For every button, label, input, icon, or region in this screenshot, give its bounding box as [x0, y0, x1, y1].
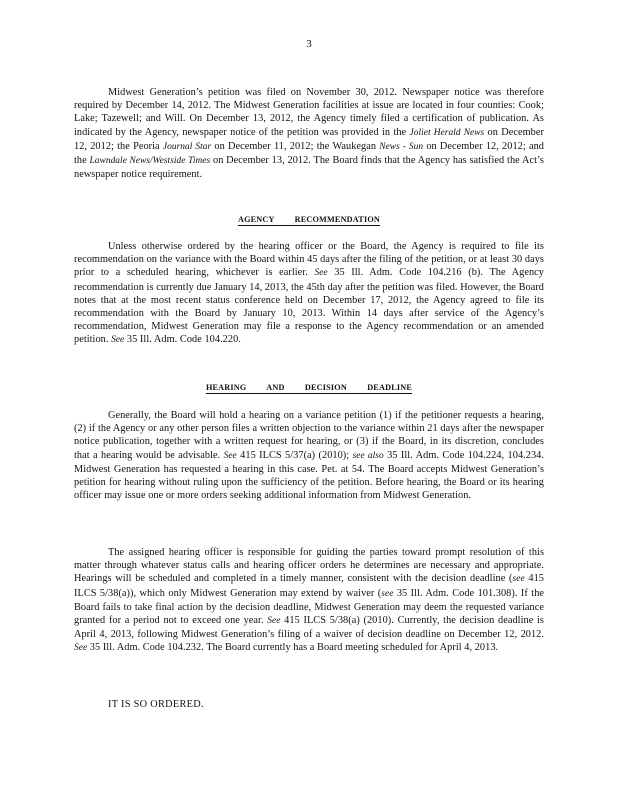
text-run: 415 ILCS 5/38(a) (2010). Currently, the decision deadline is April 4, 2013, following Midwest Generation’s filing of a waiver of decision deadline on December 12, 2012.	[74, 615, 544, 641]
paragraph-agency-recommendation	[74, 240, 544, 348]
text-run: The assigned hearing officer is responsible for guiding the parties toward prompt resolution of this matter through whatever status calls and hearing officer orders he determines are necessary and appropriate. Hearings will be scheduled and completed in a timely manner, consistent with the decision deadline (	[74, 547, 544, 585]
italic-citation: see	[512, 574, 525, 585]
italic-citation: See	[223, 450, 237, 461]
text-run: 35 Ill. Adm. Code 104.232. The Board currently has a Board meeting scheduled for April 4, 2013.	[87, 642, 499, 654]
heading-hearing-decision-deadline	[0, 383, 618, 392]
text-run: 35 Ill. Adm. Code 104.220.	[124, 334, 241, 346]
text-run: 35 Ill. Adm. Code 104.216 (b). The Agency recommendation is currently due January 14, 2013, the 45th day after the petition was filed. However, the Board notes that at the most recent status conference held on December 17, 2012, the Agency agreed to file its recommendation with the Board by January 10, 2013. Within 14 days after service of the Agency’s recommendation, Midwest Generation may file a response to the Agency recommendation or an amended petition.	[74, 267, 544, 346]
text-run: 415 ILCS 5/38(a)), which only Midwest Generation may extend by waiver (	[74, 573, 544, 599]
text-run: 35 Ill. Adm. Code 104.224, 104.234. Midwest Generation has requested a hearing in this case. Pet. at 54. The Board accepts Midwest Generation’s petition for hearing without ruling upon the sufficiency of the petition. Before hearing, the Board or its hearing officer may issue one or more orders seeking additional information from Midwest Generation.	[74, 449, 544, 502]
italic-citation: see also	[352, 450, 384, 461]
text-run: 415 ILCS 5/37(a) (2010);	[236, 449, 353, 461]
text-run: 35 Ill. Adm. Code 101.308). If the Board fails to take final action by the decision deadline, Midwest Generation may deem the requested variance granted for a period not to exceed one year.	[74, 587, 545, 627]
text-run: Generally, the Board will hold a hearing on a variance petition (1) if the petitioner requests a hearing, (2) if the Agency or any other person files a written objection to the variance within 21 days after the newspaper notice publication, together with a written request for hearing, or (3) if the Board, in its discretion, concludes that a hearing would be advisable.	[74, 410, 544, 461]
italic-citation: See	[267, 616, 281, 627]
heading-text: HEARING AND DECISION DEADLINE	[205, 383, 413, 392]
italic-citation: Journal Star	[162, 141, 212, 152]
paragraph-newspaper-notice	[74, 86, 544, 181]
italic-citation: See	[111, 335, 125, 346]
italic-citation: See	[314, 268, 328, 279]
text-run: Midwest Generation’s petition was filed on November 30, 2012. Newspaper notice was therefore required by December 14, 2012. The Midwest Generation facilities at issue are located in four counties: Cook; Lake; Tazewell; and Will. On December 13, 2012, the Agency timely filed a certification of publication. As indicated by the Agency, newspaper notice of the petition was provided in the	[74, 87, 544, 138]
italic-citation: Joliet Herald News	[409, 127, 485, 138]
italic-citation: Lawndale News/Westside Times	[89, 156, 211, 167]
text-run: on December 13, 2012. The Board finds that the Agency has satisfied the Act’s newspaper notice requirement.	[74, 155, 544, 181]
text-run: on December 12, 2012; the Peoria	[74, 126, 544, 152]
paragraph-hearing-officer	[74, 546, 544, 656]
italic-citation: see	[381, 588, 394, 599]
paragraph-hearing-general	[74, 409, 544, 502]
italic-citation: News - Sun	[379, 141, 424, 152]
heading-text: AGENCY RECOMMENDATION	[237, 215, 381, 224]
heading-agency-recommendation	[0, 215, 618, 224]
italic-citation: See	[74, 643, 88, 654]
text-run: on December 12, 2012; and the	[74, 140, 544, 167]
page-number: 3	[306, 38, 312, 50]
text-run: Unless otherwise ordered by the hearing officer or the Board, the Agency is required to file its recommendation on the variance with the Board within 45 days after the filing of the petition, or at least 30 days prior to a scheduled hearing, whichever is earlier.	[74, 241, 544, 279]
text-run: on December 11, 2012; the Waukegan	[211, 140, 380, 152]
closing-order: IT IS SO ORDERED.	[108, 699, 204, 710]
